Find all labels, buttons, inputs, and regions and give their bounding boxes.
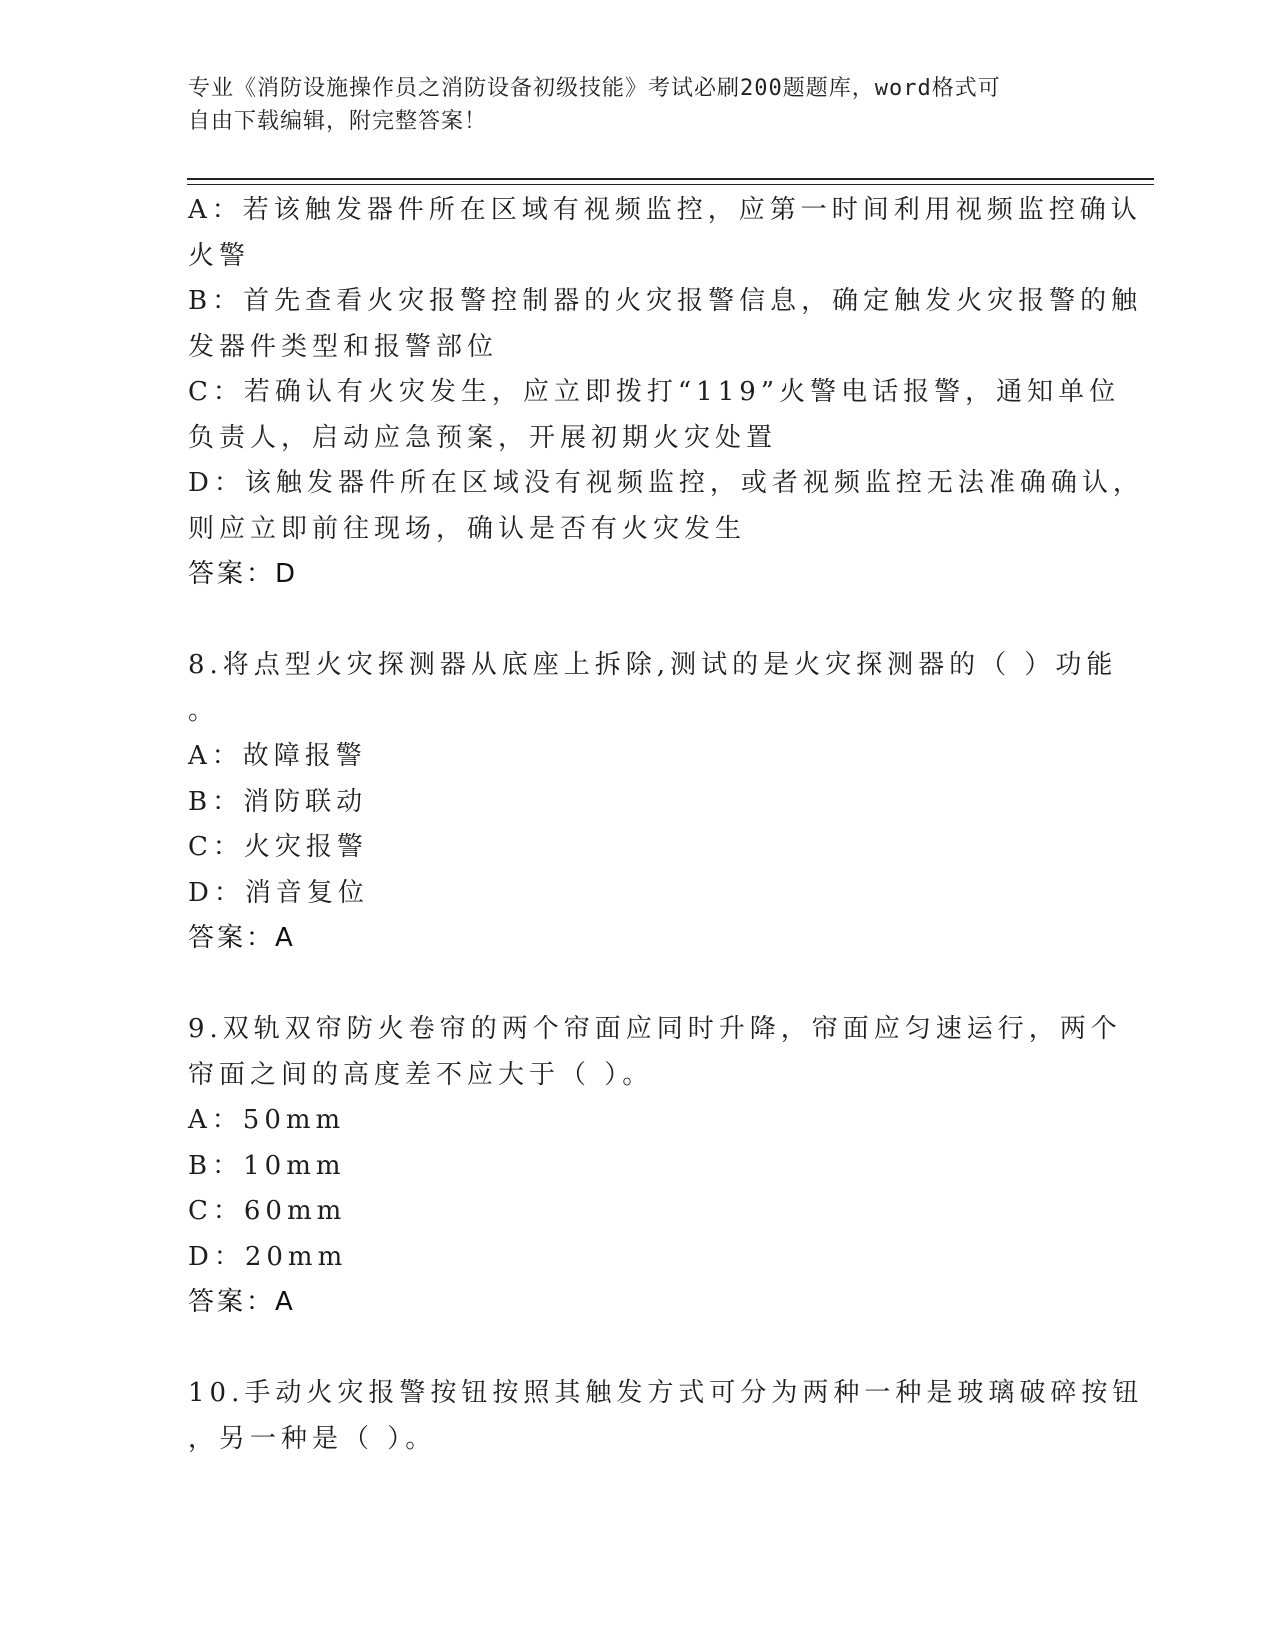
q9-stem-line-1: 9.双轨双帘防火卷帘的两个帘面应同时升降，帘面应匀速运行，两个 bbox=[188, 1014, 1122, 1044]
q9-option-b: B：10mm bbox=[188, 1150, 346, 1181]
q9-stem-line-2: 帘面之间的高度差不应大于（ ）。 bbox=[188, 1059, 654, 1090]
q8-option-b: B：消防联动 bbox=[188, 786, 368, 817]
document-header bbox=[188, 72, 1088, 138]
spacer bbox=[188, 962, 1088, 1008]
q7-option-c-line-1: C：若确认有火灾发生，应立即拨打“119”火警电话报警，通知单位 bbox=[188, 377, 1121, 407]
q8-option-c: C：火灾报警 bbox=[188, 832, 368, 862]
header-divider-thick bbox=[187, 178, 1154, 180]
spacer bbox=[188, 1326, 1088, 1372]
q7-option-c-line-2: 负责人，启动应急预案，开展初期火灾处置 bbox=[188, 422, 778, 453]
question-9 bbox=[188, 1007, 1122, 1326]
q8-answer: 答案：A bbox=[188, 923, 296, 953]
q7-option-a-line-1: A：若该触发器件所在区域有视频监控，应第一时间利用视频监控确认 bbox=[188, 195, 1142, 225]
q8-option-d: D：消音复位 bbox=[188, 877, 369, 908]
header-divider-thin bbox=[187, 184, 1154, 185]
q7-option-a-line-2: 火警 bbox=[188, 240, 251, 271]
q7-option-b-line-2: 发器件类型和报警部位 bbox=[188, 331, 499, 362]
q9-option-a: A：50mm bbox=[188, 1105, 346, 1135]
header-title-line-2: 自由下载编辑，附完整答案！ bbox=[188, 109, 488, 134]
spacer bbox=[188, 598, 1088, 644]
q7-answer: 答案：D bbox=[188, 559, 299, 589]
question-8 bbox=[188, 643, 1118, 962]
question-10 bbox=[188, 1371, 1144, 1462]
q7-option-d-line-1: D：该触发器件所在区域没有视频监控，或者视频监控无法准确确认， bbox=[188, 468, 1144, 498]
question-list bbox=[188, 188, 1144, 1462]
q9-answer: 答案：A bbox=[188, 1287, 296, 1317]
q10-stem-line-2: ，另一种是（ ）。 bbox=[188, 1423, 437, 1454]
q9-option-d: D：20mm bbox=[188, 1241, 348, 1272]
q9-option-c: C：60mm bbox=[188, 1196, 347, 1226]
q8-option-a: A：故障报警 bbox=[188, 741, 367, 771]
q7-option-d-line-2: 则应立即前往现场，确认是否有火灾发生 bbox=[188, 513, 747, 544]
question-7 bbox=[188, 188, 1144, 598]
q7-option-b-line-1: B：首先查看火灾报警控制器的火灾报警信息，确定触发火灾报警的触 bbox=[188, 286, 1143, 316]
q10-stem-line-1: 10.手动火灾报警按钮按照其触发方式可分为两种一种是玻璃破碎按钮 bbox=[188, 1378, 1144, 1408]
header-title-line-1: 专业《消防设施操作员之消防设备初级技能》考试必刷200题题库，word格式可 bbox=[188, 76, 1001, 101]
q8-stem-line-1: 8.将点型火灾探测器从底座上拆除,测试的是火灾探测器的（ ）功能 bbox=[188, 650, 1118, 680]
q8-stem-line-2: 。 bbox=[188, 695, 220, 726]
